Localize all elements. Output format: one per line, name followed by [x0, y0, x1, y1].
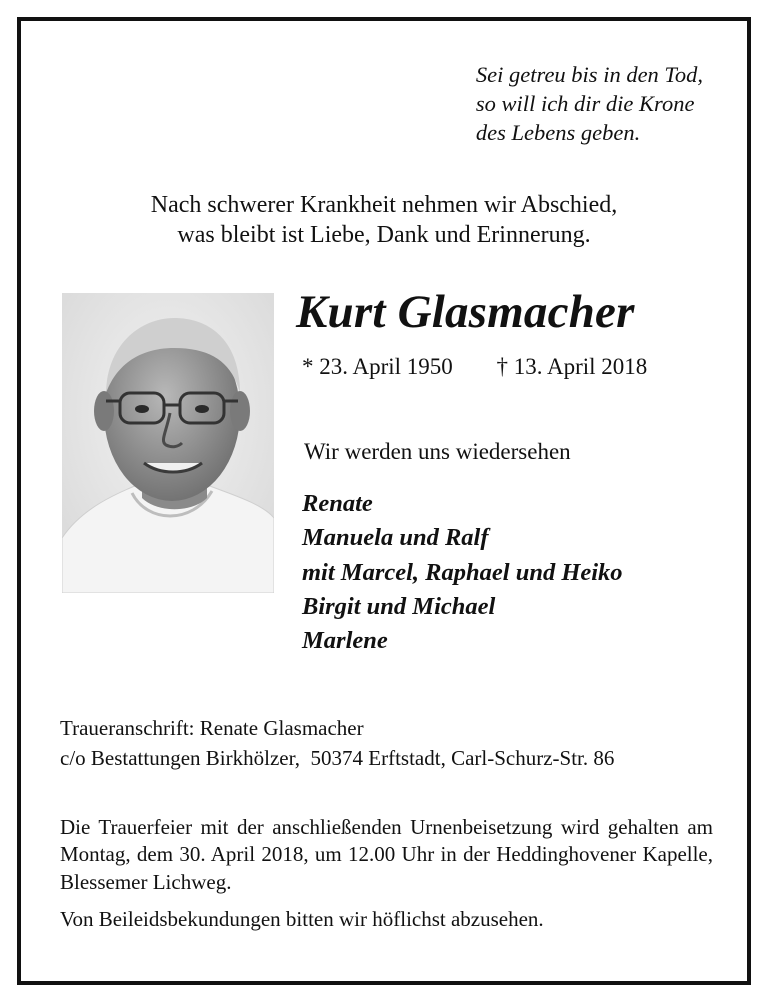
birth-date: * 23. April 1950 [302, 354, 453, 379]
portrait-image [62, 293, 274, 593]
life-dates [302, 354, 647, 380]
condolence-notice: Von Beileidsbekundungen bitten wir höflichst abzusehen. [60, 907, 544, 931]
obituary-frame [17, 17, 751, 985]
family-list [302, 487, 623, 658]
family-member: mit Marcel, Raphael und Heiko [302, 558, 623, 586]
family-member: Renate [302, 490, 373, 517]
verse-line: Sei getreu bis in den Tod, [475, 62, 703, 87]
bible-verse [476, 61, 703, 147]
family-member: Marlene [302, 627, 388, 655]
reunion-line: Wir werden uns wiedersehen [304, 439, 571, 464]
family-member: Manuela und Ralf [302, 524, 489, 552]
intro-text [21, 191, 747, 251]
family-member: Birgit und Michael [302, 592, 496, 620]
portrait-photo [62, 293, 274, 593]
deceased-name: Kurt Glasmacher [296, 286, 635, 338]
intro-line: was bleibt ist Liebe, Dank und Erinnerung. [177, 221, 591, 248]
address-line: c/o Bestattungen Birkhölzer, 50374 Erftstadt, Carl-Schurz-Str. 86 [60, 746, 615, 771]
verse-line: so will ich dir die Krone [475, 90, 695, 116]
intro-line: Nach schwerer Krankheit nehmen wir Abschied, [150, 192, 618, 218]
ceremony-text: Die Trauerfeier mit der anschließenden Urnenbeisetzung wird gehalten am Montag, dem 30. April 2018, um 12.00 Uhr in der Heddinghovener Kapelle, Blessemer Lichweg. [60, 815, 713, 894]
mourning-address [60, 713, 614, 773]
obituary-content [21, 21, 747, 981]
verse-line: des Lebens geben. [475, 119, 641, 145]
address-line: Traueranschrift: Renate Glasmacher [60, 716, 364, 740]
death-date: † 13. April 2018 [496, 354, 648, 379]
